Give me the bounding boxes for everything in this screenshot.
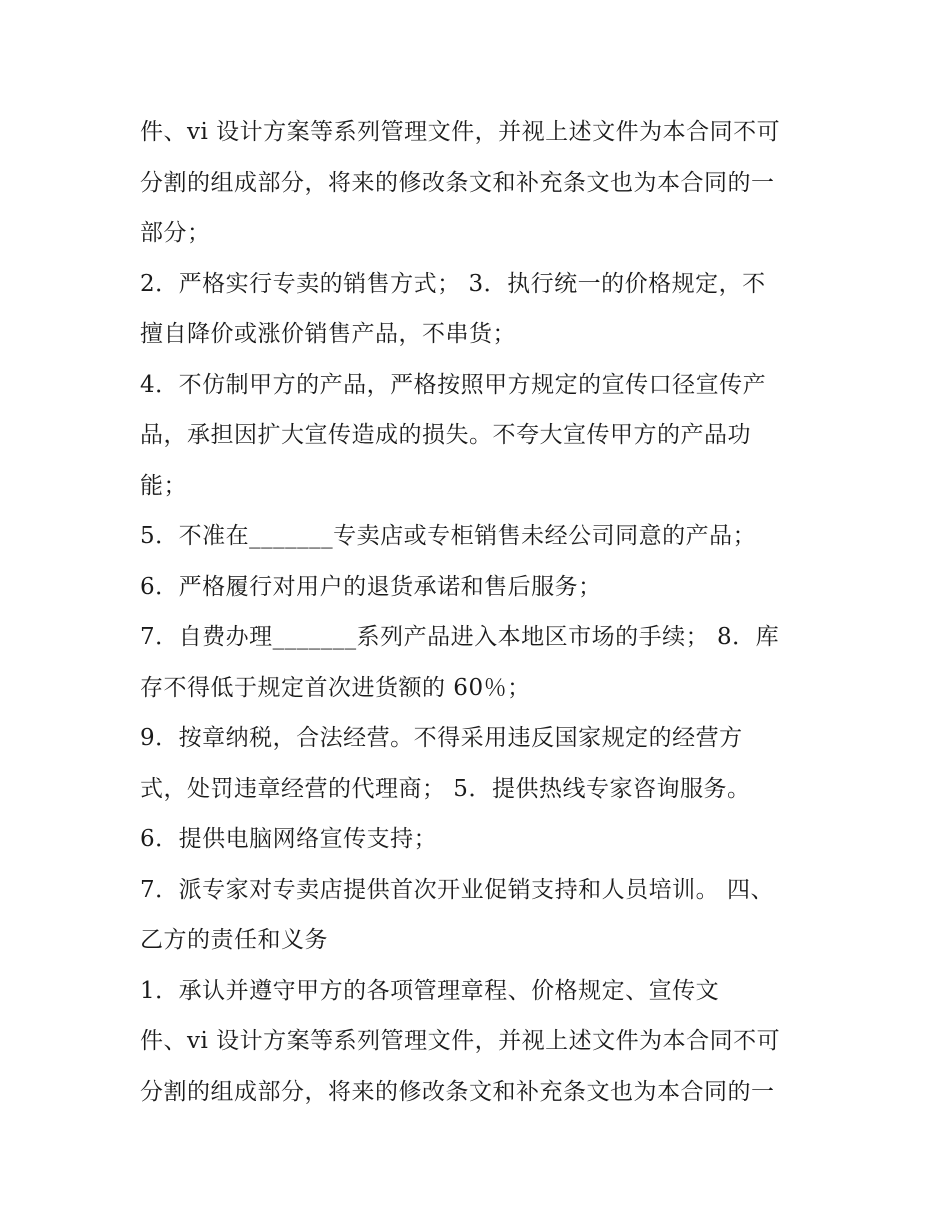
- text-line: 分割的组成部分，将来的修改条文和补充条文也为本合同的一: [140, 169, 775, 196]
- text-line: 7．自费办理_______系列产品进入本地区市场的手续； 8．库: [140, 624, 780, 650]
- text-line: 件、vi 设计方案等系列管理文件，并视上述文件为本合同不可: [140, 119, 781, 145]
- text-line: 能；: [140, 472, 187, 499]
- text-line: 分割的组成部分，将来的修改条文和补充条文也为本合同的一: [140, 1078, 775, 1105]
- text-line: 式，处罚违章经营的代理商； 5．提供热线专家咨询服务。: [140, 775, 751, 802]
- text-line: 1．承认并遵守甲方的各项管理章程、价格规定、宣传文: [140, 977, 720, 1004]
- text-line: 6．严格履行对用户的退货承诺和售后服务；: [140, 573, 602, 600]
- text-line: 件、vi 设计方案等系列管理文件，并视上述文件为本合同不可: [140, 1028, 781, 1054]
- text-line: 4．不仿制甲方的产品，严格按照甲方规定的宣传口径宣传产: [140, 371, 767, 398]
- text-line: 品，承担因扩大宣传造成的损失。不夸大宣传甲方的产品功: [140, 422, 751, 448]
- text-line: 部分；: [140, 220, 211, 246]
- text-line: 5．不准在_______专卖店或专柜销售未经公司同意的产品；: [140, 523, 757, 549]
- text-line: 存不得低于规定首次进货额的 60％；: [140, 674, 531, 701]
- text-line: 6．提供电脑网络宣传支持；: [140, 826, 438, 852]
- text-line: 9．按章纳税，合法经营。不得采用违反国家规定的经营方: [140, 725, 743, 751]
- document-body: [140, 107, 820, 1117]
- text-line: 乙方的责任和义务: [140, 927, 328, 953]
- text-line: 擅自降价或涨价销售产品，不串货；: [140, 321, 516, 347]
- text-line: 2．严格实行专卖的销售方式； 3．执行统一的价格规定，不: [140, 270, 766, 297]
- text-line: 7．派专家对专卖店提供首次开业促销支持和人员培训。 四、: [140, 876, 774, 903]
